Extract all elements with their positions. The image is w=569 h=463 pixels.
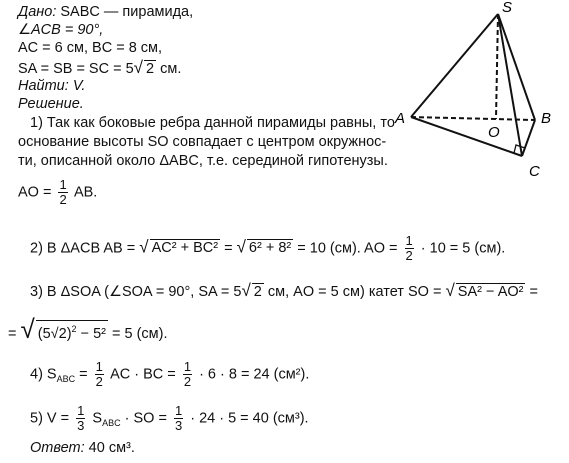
edge-AC bbox=[411, 117, 522, 156]
find-value: V. bbox=[72, 78, 86, 94]
given-edges-lhs: SA = SB = SC = 5 bbox=[18, 61, 134, 77]
given-edges-radicand: 2 bbox=[146, 61, 155, 77]
pyramid-figure bbox=[385, 0, 569, 190]
label-S: S bbox=[502, 0, 513, 16]
step2: 2) В ΔACB AB = √ AC² + BC² = √ 6² + 8² = 10 (см). AO = $\frac{1}{2}$ · 10 = 5 (см). bbox=[30, 233, 506, 263]
given-label: Дано: bbox=[18, 4, 57, 20]
find-line bbox=[18, 78, 85, 95]
step2-prefix: 2) В ΔACB AB = bbox=[30, 240, 136, 257]
step3-line1: 3) В ΔSOA (∠SOA = 90°, SA = 5√ 2 см, AO = 5 см) катет SO = √ SA² − AO² = bbox=[30, 281, 538, 300]
label-C: C bbox=[529, 163, 540, 180]
height-SO-hidden bbox=[496, 14, 498, 119]
find-label: Найти: bbox=[18, 78, 69, 94]
given-edges: SA = SB = SC = 5√ 2 см. bbox=[18, 58, 182, 77]
ao-formula bbox=[18, 178, 97, 207]
label-A: A bbox=[395, 110, 406, 127]
given-angle: ∠ACB = 90°, bbox=[18, 22, 104, 38]
step3-radicand: SA² − AO² bbox=[457, 284, 524, 300]
solution-label: Решение. bbox=[18, 96, 84, 112]
edge-BC bbox=[522, 120, 535, 156]
step2-fraction: $\frac{1}{2}$ bbox=[405, 233, 413, 263]
given-pyramid: SABC — пирамида, bbox=[60, 4, 194, 20]
step1-line2: основание высоты SO совпадает с центром окружнос- bbox=[18, 134, 387, 150]
step3-line2: = √ $(5√2)^2 - 5^2 = 5$ (см). bbox=[8, 313, 168, 344]
step4: 4) $S_{ABC}$ = $\frac{1}{2}$ AC · BC = $\frac{1}{2}$ · 6 · 8 = 24 (см²). bbox=[30, 359, 310, 389]
given-line-1 bbox=[18, 4, 193, 21]
step2-radicand2: 6² + 8² bbox=[248, 240, 292, 257]
label-B: B bbox=[541, 110, 552, 127]
answer-line bbox=[30, 440, 135, 457]
ao-lhs: AO = bbox=[18, 184, 52, 201]
ao-fraction: $\frac{1}{2}$ bbox=[59, 177, 67, 207]
step5: 5) V = $\frac{1}{3}$ $S_{ABC}$ · SO = $\frac{1}{3}$ · 24 · 5 = 40 (см³). bbox=[30, 403, 309, 433]
step3-big-radicand: $(5√2)^2 - 5^2$ bbox=[36, 320, 108, 343]
step1-line1: 1) Так как боковые ребра данной пирамиды равны, то bbox=[30, 115, 395, 131]
step2-radicand1: AC² + BC² bbox=[151, 240, 219, 257]
answer-value: 40 см³. bbox=[88, 440, 135, 456]
answer-label: Ответ: bbox=[30, 440, 85, 456]
given-edges-unit: см. bbox=[160, 61, 182, 77]
edge-SC bbox=[498, 14, 522, 156]
label-O: O bbox=[488, 124, 500, 141]
step1-line3: ти, описанной около ΔABC, т.е. серединой гипотенузы. bbox=[18, 153, 388, 169]
ao-rhs: AB. bbox=[73, 184, 98, 201]
given-sides: AC = 6 см, BC = 8 см, bbox=[18, 40, 163, 56]
edge-SA bbox=[411, 14, 498, 117]
edge-SB bbox=[498, 14, 535, 120]
